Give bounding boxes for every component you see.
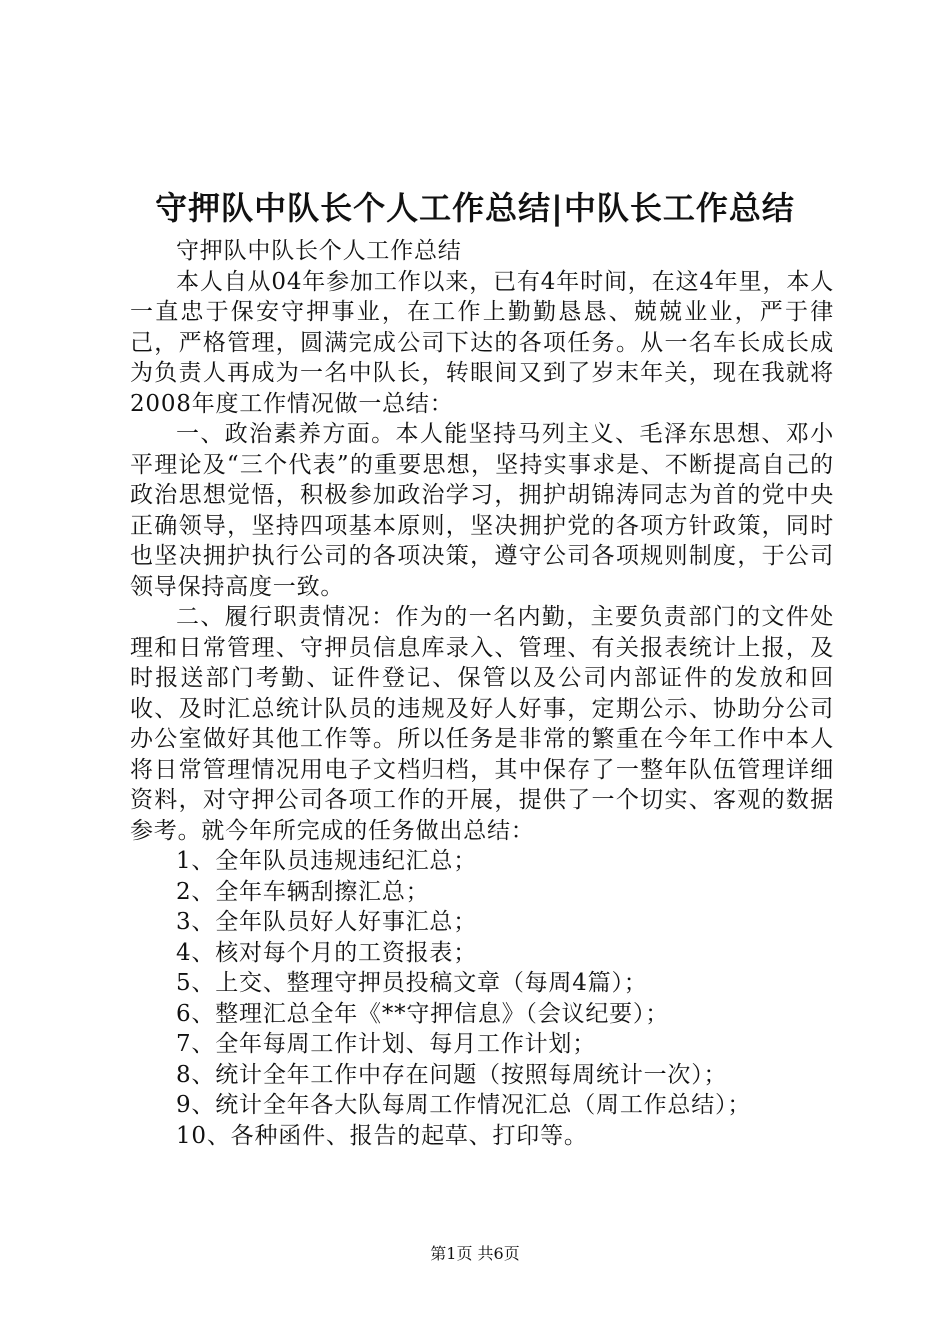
list-item: 9、统计全年各大队每周工作情况汇总（周工作总结）； bbox=[176, 1092, 752, 1118]
subtitle: 守押队中队长个人工作总结 bbox=[176, 238, 462, 264]
list-item: 3、全年队员好人好事汇总； bbox=[176, 909, 478, 935]
page-number-footer: 第1页 共6页 bbox=[430, 1244, 520, 1263]
list-item: 10、各种函件、报告的起草、打印等。 bbox=[176, 1122, 588, 1149]
paragraph: 本人自从04年参加工作以来，已有4年时间，在这4年里，本人一直忠于保安守押事业，在工作上勤勤恳恳、兢兢业业，严于律己，严格管理，圆满完成公司下达的各项任务。从一名车长成长成为负责人再成为一名中队长，转眼间又到了岁末年关，现在我就将2008年度工作情况做一总结： bbox=[130, 268, 834, 417]
list-item: 1、全年队员违规违纪汇总； bbox=[176, 848, 478, 874]
list-item: 2、全年车辆刮擦汇总； bbox=[176, 878, 430, 905]
list-item: 8、统计全年工作中存在问题（按照每周统计一次）； bbox=[176, 1061, 728, 1088]
paragraph: 一、政治素养方面。本人能坚持马列主义、毛泽东思想、邓小平理论及“三个代表”的重要思想，坚持实事求是、不断提高自己的政治思想觉悟，积极参加政治学习，拥护胡锦涛同志为首的党中央正确领导，坚持四项基本原则，坚决拥护党的各项方针政策，同时也坚决拥护执行公司的各项决策，遵守公司各项规则制度，于公司领导保持高度一致。 bbox=[130, 421, 834, 600]
list-item: 6、整理汇总全年《**守押信息》（会议纪要）； bbox=[176, 1000, 670, 1027]
task-list bbox=[130, 846, 834, 1151]
list-item: 4、核对每个月的工资报表； bbox=[176, 939, 478, 966]
page-title: 守押队中队长个人工作总结|中队长工作总结 bbox=[155, 189, 795, 227]
list-item: 5、上交、整理守押员投稿文章（每周4篇）； bbox=[176, 970, 648, 996]
paragraph: 二、履行职责情况：作为的一名内勤，主要负责部门的文件处理和日常管理、守押员信息库录入、管理、有关报表统计上报，及时报送部门考勤、证件登记、保管以及公司内部证件的发放和回收、及时汇总统计队员的违规及好人好事，定期公示、协助分公司办公室做好其他工作等。所以任务是非常的繁重在今年工作中本人将日常管理情况用电子文档归档，其中保存了一整年队伍管理详细资料，对守押公司各项工作的开展，提供了一个切实、客观的数据参考。就今年所完成的任务做出总结： bbox=[130, 604, 834, 844]
list-item: 7、全年每周工作计划、每月工作计划； bbox=[176, 1031, 597, 1057]
document-body bbox=[130, 236, 834, 1151]
